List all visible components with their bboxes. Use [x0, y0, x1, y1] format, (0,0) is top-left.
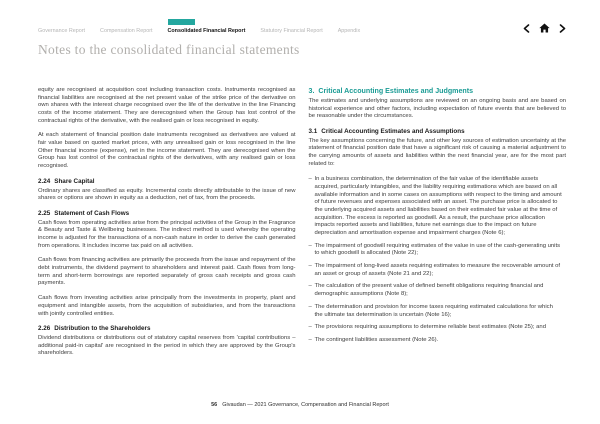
tab-consolidated-financial-report[interactable]	[168, 19, 246, 34]
bullet-dash: –	[308, 242, 312, 249]
list-item-text: The determination and provision for income taxes requiring estimated calculations for which the ultimate tax determination is uncertain (Note 16);	[314, 303, 553, 318]
bullet-dash: –	[308, 283, 312, 290]
right-column	[309, 87, 567, 394]
section-heading-3-1	[309, 128, 567, 136]
page-nav-controls	[523, 23, 566, 34]
bullet-dash: –	[308, 303, 312, 310]
list-item	[309, 304, 567, 319]
section-number: 3.1	[308, 127, 318, 135]
body-paragraph: Cash flows from operating activities arise from the principal activities of the Group in the Fragrance & Beauty and Taste & Wellbeing businesses. The indirect method is used whereby the operating income is adjusted for the transactions of a non-cash nature in order to derive the cash generated from operations. It includes income tax paid on all activities.	[38, 219, 296, 249]
body-paragraph: Dividend distributions or distributions out of statutory capital reserves from 'capital contributions – additional paid-in capital' are recognised in the period in which they are approved by the Group's shareholders.	[38, 335, 296, 357]
section-heading-3	[309, 87, 567, 96]
estimates-bullet-list	[309, 176, 567, 344]
home-icon[interactable]	[539, 23, 550, 33]
body-paragraph: The estimates and underlying assumptions are reviewed on an ongoing basis and are based on historical experience and other factors, including expectation of future events that are believed to be reasonable under the circumstances.	[308, 97, 566, 120]
body-paragraph: The key assumptions concerning the future, and other key sources of estimation uncertainty at the statement of financial position date that have a significant risk of causing a material adjustment to the carrying amounts of assets and liabilities within the next financial year, are for the most part related to:	[308, 137, 566, 167]
section-number: 2.25	[38, 209, 51, 217]
list-item-text: In a business combination, the determination of the fair value of the identifiable assets acquired, particularly intangibles, and the liability requiring estimations which are based on all available information and in some cases on assumptions with respect to the timing and amount of future revenues and expenses associated with an asset. The purchase price is allocated to the underlying acquired assets and liabilities based on their estimated fair value at the time of acquisition. The excess is reported as goodwill. As a result, the purchase price allocation impacts reported assets and liabilities, future net earnings due to the impact on future depreciation and amortisation expense and impairment charges (Note 6);	[314, 176, 562, 237]
list-item	[309, 263, 567, 278]
list-item-text: The calculation of the present value of defined benefit obligations requiring financial and demographic assumptions (Note 8);	[314, 283, 544, 298]
list-item	[309, 176, 567, 237]
section-heading-2-25	[38, 210, 296, 218]
list-item	[309, 324, 567, 332]
bullet-dash: –	[308, 176, 312, 183]
section-heading-2-26	[38, 325, 296, 333]
tab-statutory-financial-report[interactable]: Statutory Financial Report	[260, 27, 323, 34]
tab-label: Consolidated Financial Report	[167, 27, 246, 34]
page-footer	[0, 402, 600, 408]
chevron-left-icon[interactable]	[523, 24, 530, 33]
tab-governance-report[interactable]: Governance Report	[38, 27, 86, 34]
section-title: Share Capital	[54, 177, 95, 185]
list-item	[309, 243, 567, 258]
section-title: Critical Accounting Estimates and Assumptions	[321, 127, 465, 135]
top-navigation	[38, 12, 566, 34]
bullet-dash: –	[308, 324, 312, 331]
report-section-tabs	[38, 19, 360, 34]
page-number: 56	[211, 402, 218, 408]
section-number: 2.26	[38, 325, 51, 333]
body-paragraph: Cash flows from investing activities arise principally from the investments in property, plant and equipment and intangible assets, from the acquisition of subsidiaries, and from the transactions with jointly controlled entities.	[38, 295, 296, 317]
bullet-dash: –	[308, 336, 312, 343]
document-body	[38, 87, 566, 394]
list-item-text: The provisions requiring assumptions to determine reliable best estimates (Note 25); and	[314, 324, 546, 331]
section-title: Critical Accounting Estimates and Judgments	[318, 87, 474, 95]
left-column	[38, 87, 296, 394]
list-item	[309, 337, 567, 345]
footer-text: Givaudan — 2021 Governance, Compensation and Financial Report	[222, 402, 389, 408]
section-heading-2-24	[38, 178, 296, 186]
bullet-dash: –	[308, 263, 312, 270]
active-tab-indicator	[168, 19, 195, 25]
body-paragraph: Ordinary shares are classified as equity. Incremental costs directly attributable to the issue of new shares or options are shown in equity as a deduction, net of tax, from the proceeds.	[38, 187, 296, 202]
body-paragraph: At each statement of financial position date instruments recognised as derivatives are valued at fair value based on quoted market prices, with any unrealised gain or loss recognised in the line Other financial income (expense), net in the income statement. They are derecognised when the Group has lost control of the contractual rights of the derivatives, with any realised gain or loss recognised.	[38, 132, 296, 170]
chevron-right-icon[interactable]	[559, 24, 566, 33]
body-paragraph: equity are recognised at acquisition cost including transaction costs. Instruments recognised as financial liabilities are recognised at the net present value of the strike price of the derivative on own shares with the interest charge recognised over the life of the derivative in the line Financing costs of the income statement. They are derecognised when the Group has lost control of the contractual rights of the derivative, with the realised gain or loss recognised in equity.	[38, 87, 296, 124]
list-item-text: The impairment of long-lived assets requiring estimates to measure the recoverable amount of an asset or group of assets (Note 21 and 22);	[314, 263, 561, 277]
list-item-text: The impairment of goodwill requiring estimates of the value in use of the cash-generating units to which goodwill is allocated (Note 22);	[314, 242, 561, 257]
section-number: 3.	[308, 87, 315, 95]
page-title: Notes to the consolidated financial statements	[38, 42, 300, 57]
tab-appendix[interactable]: Appendix	[337, 27, 361, 34]
tab-compensation-report[interactable]: Compensation Report	[100, 27, 153, 34]
section-title: Statement of Cash Flows	[54, 209, 130, 217]
section-title: Distribution to the Shareholders	[54, 325, 151, 333]
body-paragraph: Cash flows from financing activities are primarily the proceeds from the issue and repayment of the debt instruments, the dividend payment to shareholders and interest paid. Cash flows from long-term and short-term borrowings are reported separately of gross cash receipts and gross cash payments.	[38, 257, 296, 287]
section-number: 2.24	[38, 177, 51, 185]
list-item	[309, 283, 567, 298]
list-item-text: The contingent liabilities assessment (Note 26).	[314, 336, 439, 343]
